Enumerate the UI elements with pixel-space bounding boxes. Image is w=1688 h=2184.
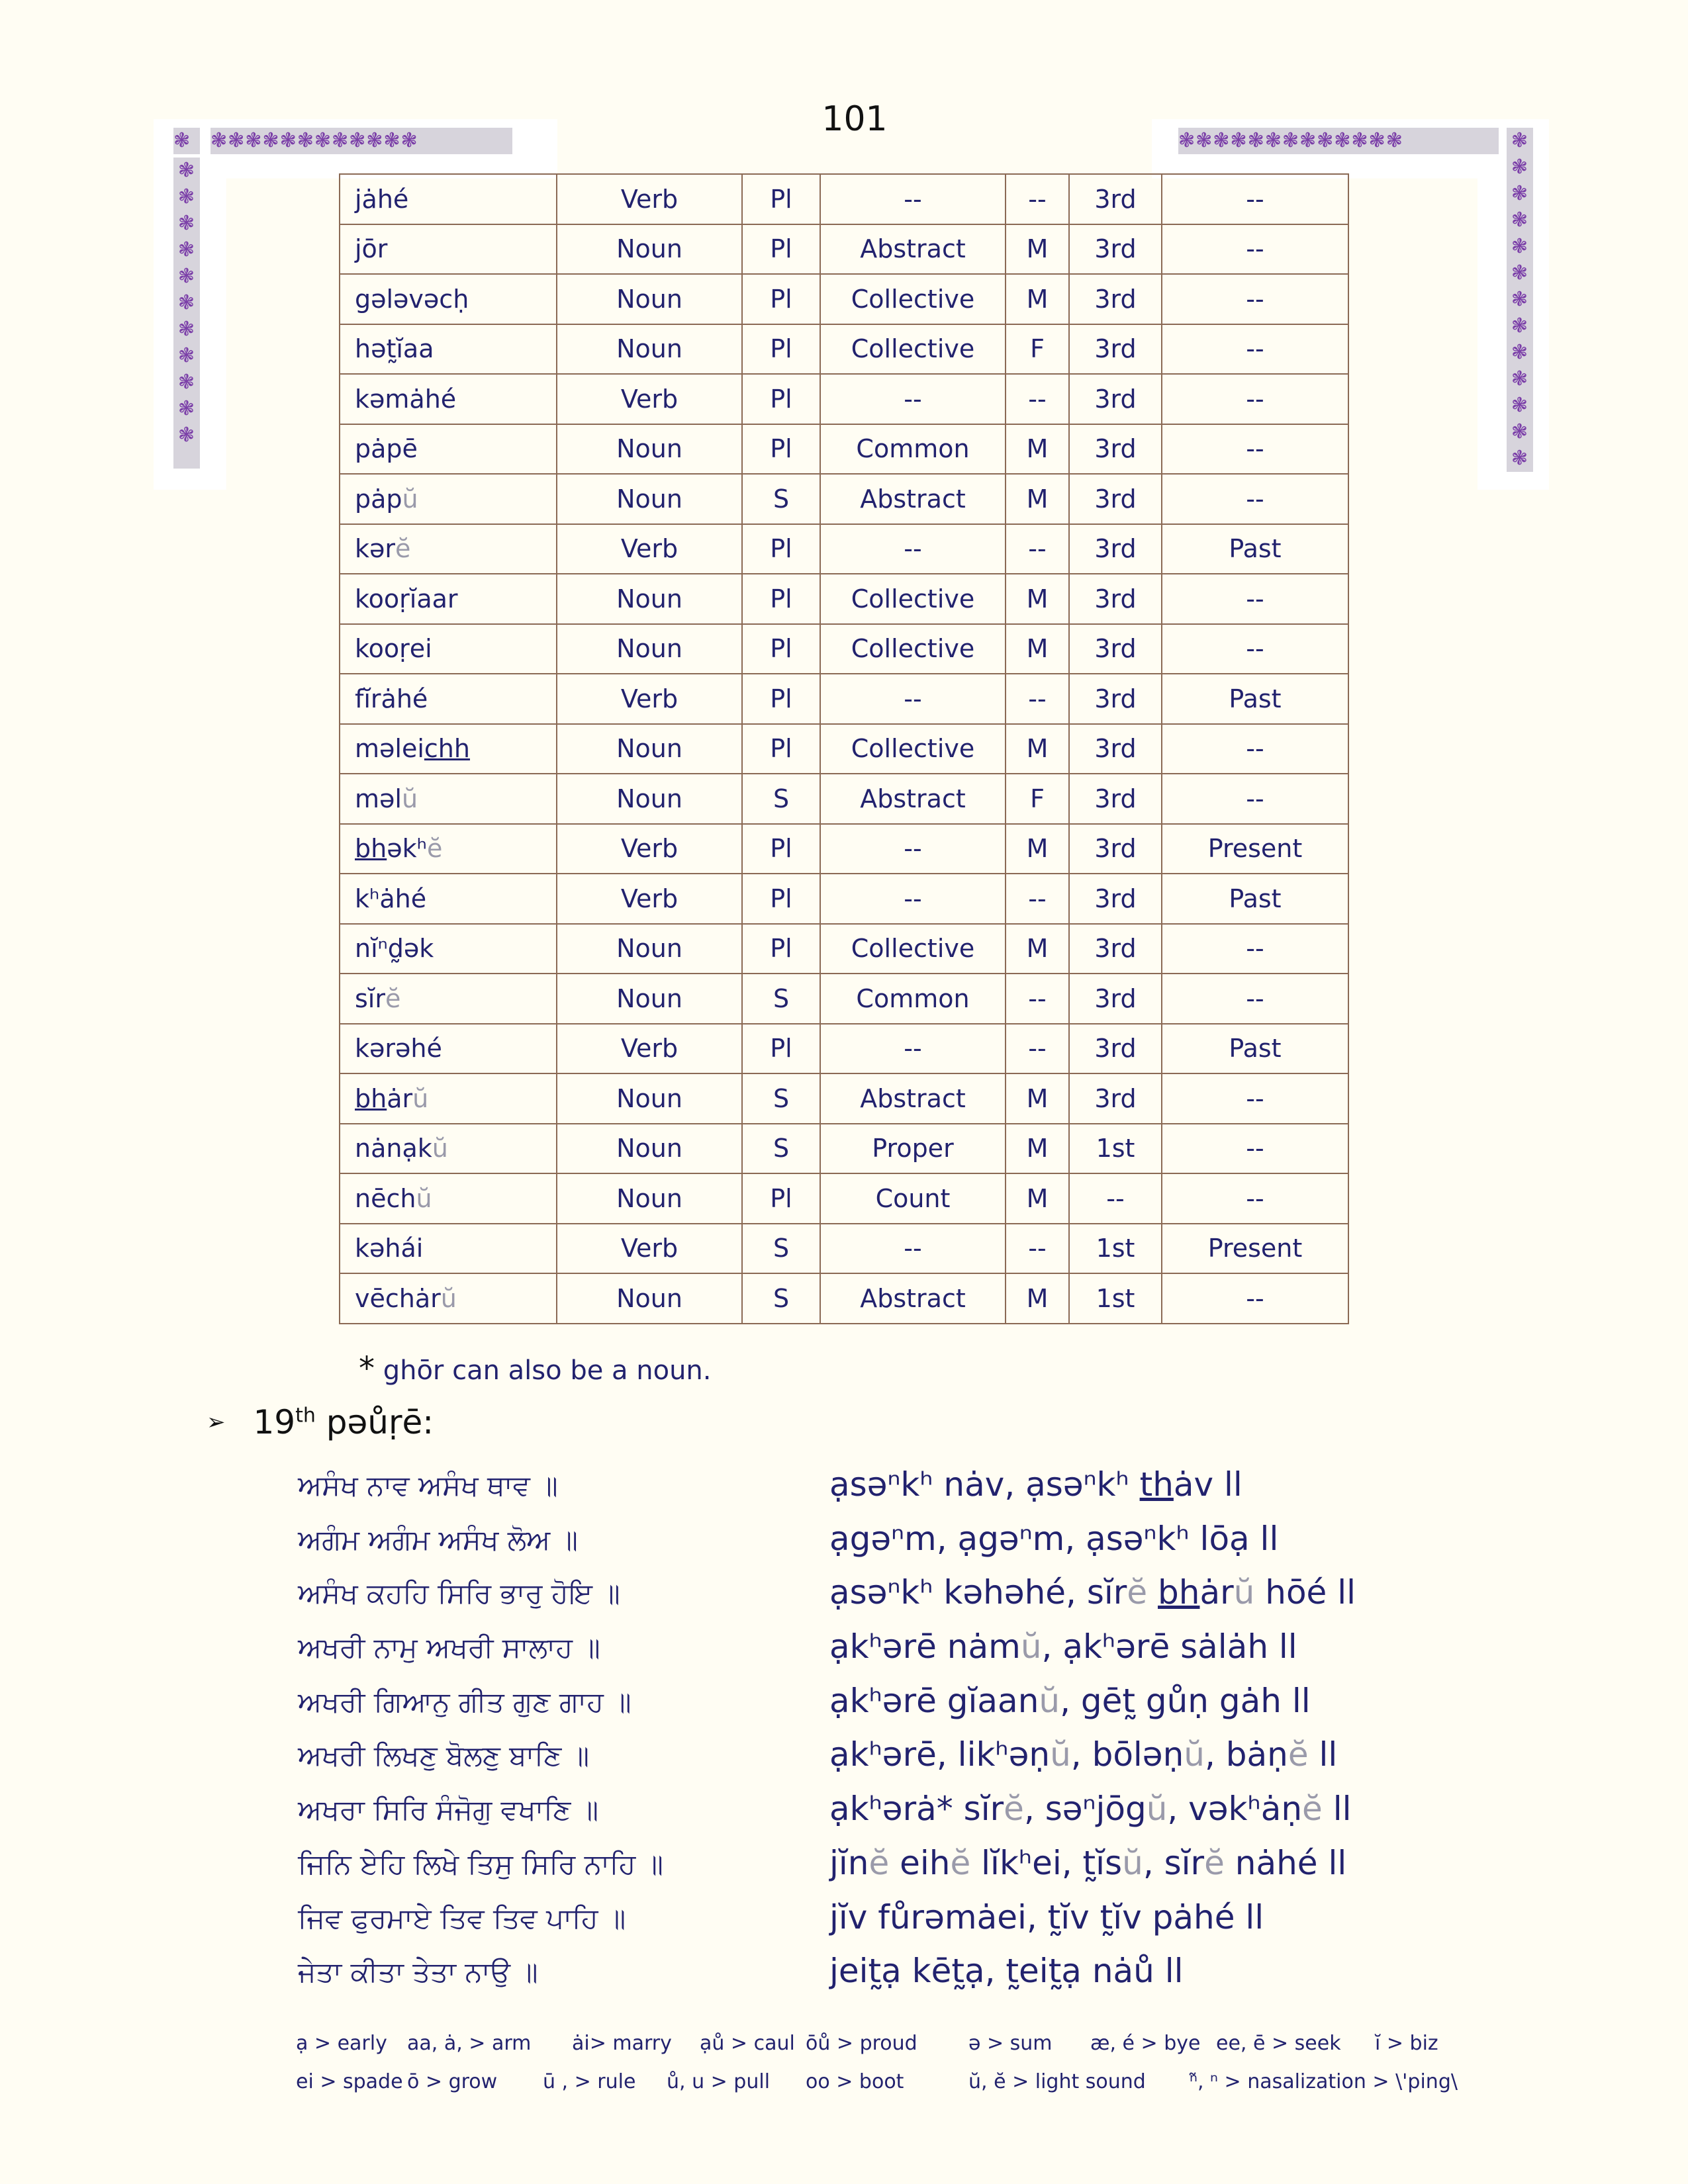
section-title: pəůṛē: (315, 1403, 434, 1441)
number-cell: Pl (742, 324, 820, 375)
legend-item: ů, u > pull (667, 2070, 771, 2093)
class-cell: Abstract (820, 774, 1006, 824)
table-row (340, 374, 1348, 424)
person-cell: 3rd (1069, 874, 1162, 924)
table-row (340, 724, 1348, 774)
word-cell: fĭrȧhé (340, 674, 557, 724)
word-cell: kəhái (340, 1224, 557, 1274)
verse-line (298, 1573, 1423, 1631)
gurmukhi-text: ਅਖਰੀ ਨਾਮੁ ਅਖਰੀ ਸਾਲਾਹ ॥ (298, 1631, 600, 1664)
type-cell: Verb (557, 1224, 742, 1274)
tense-cell: -- (1162, 574, 1348, 624)
grammar-table (339, 173, 1349, 1324)
tense-cell: -- (1162, 474, 1348, 524)
number-cell: Pl (742, 674, 820, 724)
page-number: 101 (821, 99, 888, 139)
word-cell: nēchŭ (340, 1173, 557, 1224)
flower-icon: ❃ (211, 129, 228, 152)
legend-item: ạů > caul (700, 2032, 795, 2055)
number-cell: Pl (742, 524, 820, 574)
type-cell: Noun (557, 1124, 742, 1174)
person-cell: 3rd (1069, 674, 1162, 724)
tense-cell: -- (1162, 774, 1348, 824)
table-row (340, 624, 1348, 674)
table-row (340, 1173, 1348, 1224)
class-cell: -- (820, 374, 1006, 424)
gender-cell: M (1006, 1124, 1069, 1174)
person-cell: 3rd (1069, 324, 1162, 375)
type-cell: Verb (557, 674, 742, 724)
word-cell: məleichh (340, 724, 557, 774)
section-number-suffix: th (295, 1404, 316, 1428)
table-row (340, 474, 1348, 524)
type-cell: Verb (557, 374, 742, 424)
tense-cell: Present (1162, 1224, 1348, 1274)
flower-icon: ❃ (1178, 129, 1196, 152)
gender-cell: M (1006, 624, 1069, 674)
tense-cell: -- (1162, 1173, 1348, 1224)
gurmukhi-text: ਅਸੰਖ ਕਹਹਿ ਸਿਰਿ ਭਾਰੁ ਹੋਇ ॥ (298, 1577, 620, 1610)
type-cell: Verb (557, 874, 742, 924)
gender-cell: F (1006, 774, 1069, 824)
tense-cell: -- (1162, 624, 1348, 674)
gender-cell: M (1006, 824, 1069, 874)
table-row (340, 1273, 1348, 1324)
class-cell: -- (820, 174, 1006, 224)
gender-cell: M (1006, 1173, 1069, 1224)
type-cell: Noun (557, 474, 742, 524)
word-cell: məlŭ (340, 774, 557, 824)
gurmukhi-text: ਜਿਨਿ ਏਹਿ ਲਿਖੇ ਤਿਸੁ ਸਿਰਿ ਨਾਹਿ ॥ (298, 1847, 663, 1880)
transliteration-text: ạkʰərȧ* sĭrĕ, səⁿjōgŭ, vəkʰȧṇĕ ll (829, 1790, 1352, 1829)
table-row (340, 424, 1348, 475)
number-cell: Pl (742, 624, 820, 674)
tense-cell: -- (1162, 974, 1348, 1024)
number-cell: Pl (742, 824, 820, 874)
legend-row (296, 2032, 1487, 2070)
tense-cell: Present (1162, 824, 1348, 874)
legend-item: ū , > rule (543, 2070, 636, 2093)
verse-line (298, 1627, 1423, 1686)
type-cell: Noun (557, 924, 742, 974)
gender-cell: M (1006, 274, 1069, 324)
type-cell: Noun (557, 574, 742, 624)
class-cell: Common (820, 974, 1006, 1024)
verse-line (298, 1465, 1423, 1524)
tense-cell: -- (1162, 724, 1348, 774)
word-cell: vēchȧrŭ (340, 1273, 557, 1324)
type-cell: Verb (557, 174, 742, 224)
type-cell: Noun (557, 324, 742, 375)
class-cell: Collective (820, 274, 1006, 324)
class-cell: -- (820, 874, 1006, 924)
legend-item: ȧi> marry (572, 2032, 672, 2055)
legend-item: ə > sum (968, 2032, 1053, 2055)
gender-cell: -- (1006, 974, 1069, 1024)
person-cell: 3rd (1069, 274, 1162, 324)
tense-cell: Past (1162, 524, 1348, 574)
legend-item: ei > spade (296, 2070, 403, 2093)
number-cell: Pl (742, 374, 820, 424)
gender-cell: -- (1006, 174, 1069, 224)
legend-item: ōů > proud (806, 2032, 917, 2055)
gender-cell: M (1006, 924, 1069, 974)
footnote (359, 1350, 712, 1387)
table-row (340, 824, 1348, 874)
gender-cell: -- (1006, 1024, 1069, 1074)
flower-icon: ❃ (173, 129, 191, 152)
table-row (340, 924, 1348, 974)
person-cell: 3rd (1069, 924, 1162, 974)
type-cell: Noun (557, 974, 742, 1024)
table-row (340, 1073, 1348, 1124)
section-heading (207, 1403, 434, 1441)
tense-cell: -- (1162, 174, 1348, 224)
transliteration-text: jeit̰ạ kēt̰ạ, t̰eit̰ạ nȧů ll (829, 1952, 1184, 1991)
person-cell: 3rd (1069, 474, 1162, 524)
border-strip-left: ❃❃❃❃❃❃❃❃❃❃❃ (173, 158, 200, 469)
gender-cell: M (1006, 1273, 1069, 1324)
type-cell: Noun (557, 274, 742, 324)
number-cell: S (742, 1073, 820, 1124)
legend-item: ạ > early (296, 2032, 387, 2055)
person-cell: -- (1069, 1173, 1162, 1224)
word-cell: kooṛĭaar (340, 574, 557, 624)
legend-item: ĭ > biz (1375, 2032, 1438, 2055)
word-cell: gələvəcḥ (340, 274, 557, 324)
type-cell: Noun (557, 1173, 742, 1224)
section-number: 19 (253, 1403, 296, 1441)
class-cell: Proper (820, 1124, 1006, 1174)
person-cell: 3rd (1069, 1073, 1162, 1124)
number-cell: Pl (742, 174, 820, 224)
gender-cell: -- (1006, 524, 1069, 574)
footnote-star: * (359, 1350, 375, 1387)
type-cell: Verb (557, 1024, 742, 1074)
person-cell: 3rd (1069, 724, 1162, 774)
type-cell: Noun (557, 1273, 742, 1324)
number-cell: Pl (742, 274, 820, 324)
gurmukhi-text: ਅਖਰੀ ਲਿਖਣੁ ਬੋਲਣੁ ਬਾਣਿ ॥ (298, 1739, 590, 1772)
tense-cell: -- (1162, 924, 1348, 974)
verse-line (298, 1897, 1423, 1956)
number-cell: Pl (742, 224, 820, 275)
transliteration-text: jĭv fůrəmȧei, t̰ĭv t̰ĭv pȧhé ll (829, 1897, 1264, 1936)
word-cell: nĭⁿd̰ək (340, 924, 557, 974)
word-cell: bhȧrŭ (340, 1073, 557, 1124)
class-cell: Count (820, 1173, 1006, 1224)
word-cell: kəmȧhé (340, 374, 557, 424)
legend-item: ō > grow (407, 2070, 498, 2093)
class-cell: Abstract (820, 224, 1006, 275)
gender-cell: -- (1006, 674, 1069, 724)
border-strip-top-left: ❃❃❃❃❃❃❃❃❃❃❃❃ (211, 128, 512, 154)
legend-item: oo > boot (806, 2070, 904, 2093)
person-cell: 3rd (1069, 374, 1162, 424)
number-cell: Pl (742, 874, 820, 924)
word-cell: hət̰ĭaa (340, 324, 557, 375)
person-cell: 1st (1069, 1273, 1162, 1324)
grammar-table-body (340, 174, 1348, 1324)
tense-cell: -- (1162, 274, 1348, 324)
verse-line (298, 1843, 1423, 1902)
person-cell: 3rd (1069, 1024, 1162, 1074)
person-cell: 3rd (1069, 424, 1162, 475)
gender-cell: -- (1006, 874, 1069, 924)
number-cell: S (742, 974, 820, 1024)
tense-cell: -- (1162, 324, 1348, 375)
gender-cell: M (1006, 574, 1069, 624)
person-cell: 3rd (1069, 974, 1162, 1024)
tense-cell: -- (1162, 424, 1348, 475)
type-cell: Noun (557, 1073, 742, 1124)
class-cell: Collective (820, 624, 1006, 674)
table-row (340, 324, 1348, 375)
person-cell: 3rd (1069, 824, 1162, 874)
type-cell: Noun (557, 624, 742, 674)
class-cell: Common (820, 424, 1006, 475)
gurmukhi-text: ਅਗੰਮ ਅਗੰਮ ਅਸੰਖ ਲੋਅ ॥ (298, 1523, 578, 1556)
number-cell: Pl (742, 1024, 820, 1074)
gender-cell: M (1006, 224, 1069, 275)
table-row (340, 674, 1348, 724)
table-row (340, 1124, 1348, 1174)
word-cell: kərĕ (340, 524, 557, 574)
tense-cell: -- (1162, 224, 1348, 275)
verse-line (298, 1519, 1423, 1578)
type-cell: Noun (557, 424, 742, 475)
word-cell: kooṛei (340, 624, 557, 674)
number-cell: S (742, 1224, 820, 1274)
type-cell: Noun (557, 224, 742, 275)
arrow-bullet-icon: ➢ (207, 1409, 226, 1435)
class-cell: -- (820, 1224, 1006, 1274)
gender-cell: F (1006, 324, 1069, 375)
table-row (340, 1224, 1348, 1274)
transliteration-text: ạsəⁿkʰ kəhəhé, sĭrĕ bhȧrŭ hōé ll (829, 1573, 1356, 1612)
word-cell: pȧpŭ (340, 474, 557, 524)
tense-cell: -- (1162, 374, 1348, 424)
gurmukhi-text: ਜਿਵ ਫੁਰਮਾਏ ਤਿਵ ਤਿਵ ਪਾਹਿ ॥ (298, 1901, 626, 1934)
legend-item: ⁿ̃, ⁿ > nasalization > \'ping\ (1190, 2070, 1458, 2093)
word-cell: bhəkʰĕ (340, 824, 557, 874)
pronunciation-legend (296, 2032, 1487, 2109)
tense-cell: Past (1162, 874, 1348, 924)
word-cell: kərəhé (340, 1024, 557, 1074)
transliteration-text: jĭnĕ eihĕ lĭkʰei, t̰ĭsŭ, sĭrĕ nȧhé ll (829, 1843, 1347, 1882)
gurmukhi-text: ਅਸੰਖ ਨਾਵ ਅਸੰਖ ਥਾਵ ॥ (298, 1469, 558, 1502)
gurmukhi-text: ਅਖਰੀ ਗਿਆਨੁ ਗੀਤ ਗੁਣ ਗਾਹ ॥ (298, 1685, 632, 1718)
gender-cell: -- (1006, 374, 1069, 424)
table-row (340, 524, 1348, 574)
word-cell: sĭrĕ (340, 974, 557, 1024)
number-cell: S (742, 1124, 820, 1174)
number-cell: S (742, 474, 820, 524)
number-cell: Pl (742, 924, 820, 974)
verse-list (298, 1465, 1423, 2010)
gender-cell: M (1006, 474, 1069, 524)
person-cell: 3rd (1069, 524, 1162, 574)
legend-item: ee, ē > seek (1216, 2032, 1341, 2055)
class-cell: Abstract (820, 1273, 1006, 1324)
number-cell: Pl (742, 424, 820, 475)
type-cell: Noun (557, 774, 742, 824)
transliteration-text: ạkʰərē gĭaanŭ, gēt̰ gůṇ gȧh ll (829, 1681, 1311, 1720)
tense-cell: -- (1162, 1073, 1348, 1124)
class-cell: Abstract (820, 1073, 1006, 1124)
verse-line (298, 1790, 1423, 1848)
table-row (340, 974, 1348, 1024)
transliteration-text: ạsəⁿkʰ nȧv, ạsəⁿkʰ thȧv ll (829, 1465, 1243, 1504)
verse-line (298, 1952, 1423, 2010)
word-cell: kʰȧhé (340, 874, 557, 924)
tense-cell: -- (1162, 1124, 1348, 1174)
class-cell: -- (820, 524, 1006, 574)
footnote-text: ghōr can also be a noun. (375, 1355, 712, 1386)
tense-cell: Past (1162, 674, 1348, 724)
transliteration-text: ạkʰərē, likʰəṇŭ, bōləṇŭ, bȧṇĕ ll (829, 1735, 1338, 1774)
person-cell: 3rd (1069, 224, 1162, 275)
legend-row (296, 2070, 1487, 2109)
number-cell: S (742, 1273, 820, 1324)
gender-cell: -- (1006, 1224, 1069, 1274)
legend-item: aa, ȧ, > arm (407, 2032, 532, 2055)
border-strip-top-left-small (173, 128, 200, 154)
word-cell: pȧpē (340, 424, 557, 475)
verse-line (298, 1681, 1423, 1740)
class-cell: -- (820, 674, 1006, 724)
number-cell: Pl (742, 574, 820, 624)
table-row (340, 274, 1348, 324)
person-cell: 1st (1069, 1124, 1162, 1174)
gurmukhi-text: ਜੇਤਾ ਕੀਤਾ ਤੇਤਾ ਨਾਉ ॥ (298, 1956, 538, 1989)
class-cell: Collective (820, 324, 1006, 375)
tense-cell: -- (1162, 1273, 1348, 1324)
gender-cell: M (1006, 1073, 1069, 1124)
table-row (340, 224, 1348, 275)
class-cell: Collective (820, 574, 1006, 624)
class-cell: -- (820, 824, 1006, 874)
type-cell: Verb (557, 824, 742, 874)
class-cell: Collective (820, 924, 1006, 974)
gurmukhi-text: ਅਖਰਾ ਸਿਰਿ ਸੰਜੋਗੁ ਵਖਾਣਿ ॥ (298, 1794, 598, 1827)
table-row (340, 174, 1348, 224)
border-strip-top-right: ❃❃❃❃❃❃❃❃❃❃❃❃❃ (1178, 128, 1499, 154)
number-cell: Pl (742, 724, 820, 774)
word-cell: jōr (340, 224, 557, 275)
table-row (340, 774, 1348, 824)
gender-cell: M (1006, 424, 1069, 475)
person-cell: 3rd (1069, 774, 1162, 824)
table-row (340, 874, 1348, 924)
class-cell: -- (820, 1024, 1006, 1074)
type-cell: Verb (557, 524, 742, 574)
word-cell: nȧnạkŭ (340, 1124, 557, 1174)
border-strip-right: ❃❃❃❃❃❃❃❃❃❃❃❃❃ (1507, 128, 1533, 472)
gender-cell: M (1006, 724, 1069, 774)
class-cell: Abstract (820, 474, 1006, 524)
number-cell: Pl (742, 1173, 820, 1224)
transliteration-text: ạkʰərē nȧmŭ, ạkʰərē sȧlȧh ll (829, 1627, 1297, 1666)
verse-line (298, 1735, 1423, 1794)
word-cell: jȧhé (340, 174, 557, 224)
table-row (340, 1024, 1348, 1074)
legend-item: ŭ, ĕ > light sound (968, 2070, 1146, 2093)
person-cell: 1st (1069, 1224, 1162, 1274)
person-cell: 3rd (1069, 624, 1162, 674)
tense-cell: Past (1162, 1024, 1348, 1074)
person-cell: 3rd (1069, 574, 1162, 624)
type-cell: Noun (557, 724, 742, 774)
class-cell: Collective (820, 724, 1006, 774)
table-row (340, 574, 1348, 624)
legend-item: æ, é > bye (1090, 2032, 1201, 2055)
transliteration-text: ạgəⁿm, ạgəⁿm, ạsəⁿkʰ lōạ ll (829, 1519, 1279, 1558)
number-cell: S (742, 774, 820, 824)
person-cell: 3rd (1069, 174, 1162, 224)
